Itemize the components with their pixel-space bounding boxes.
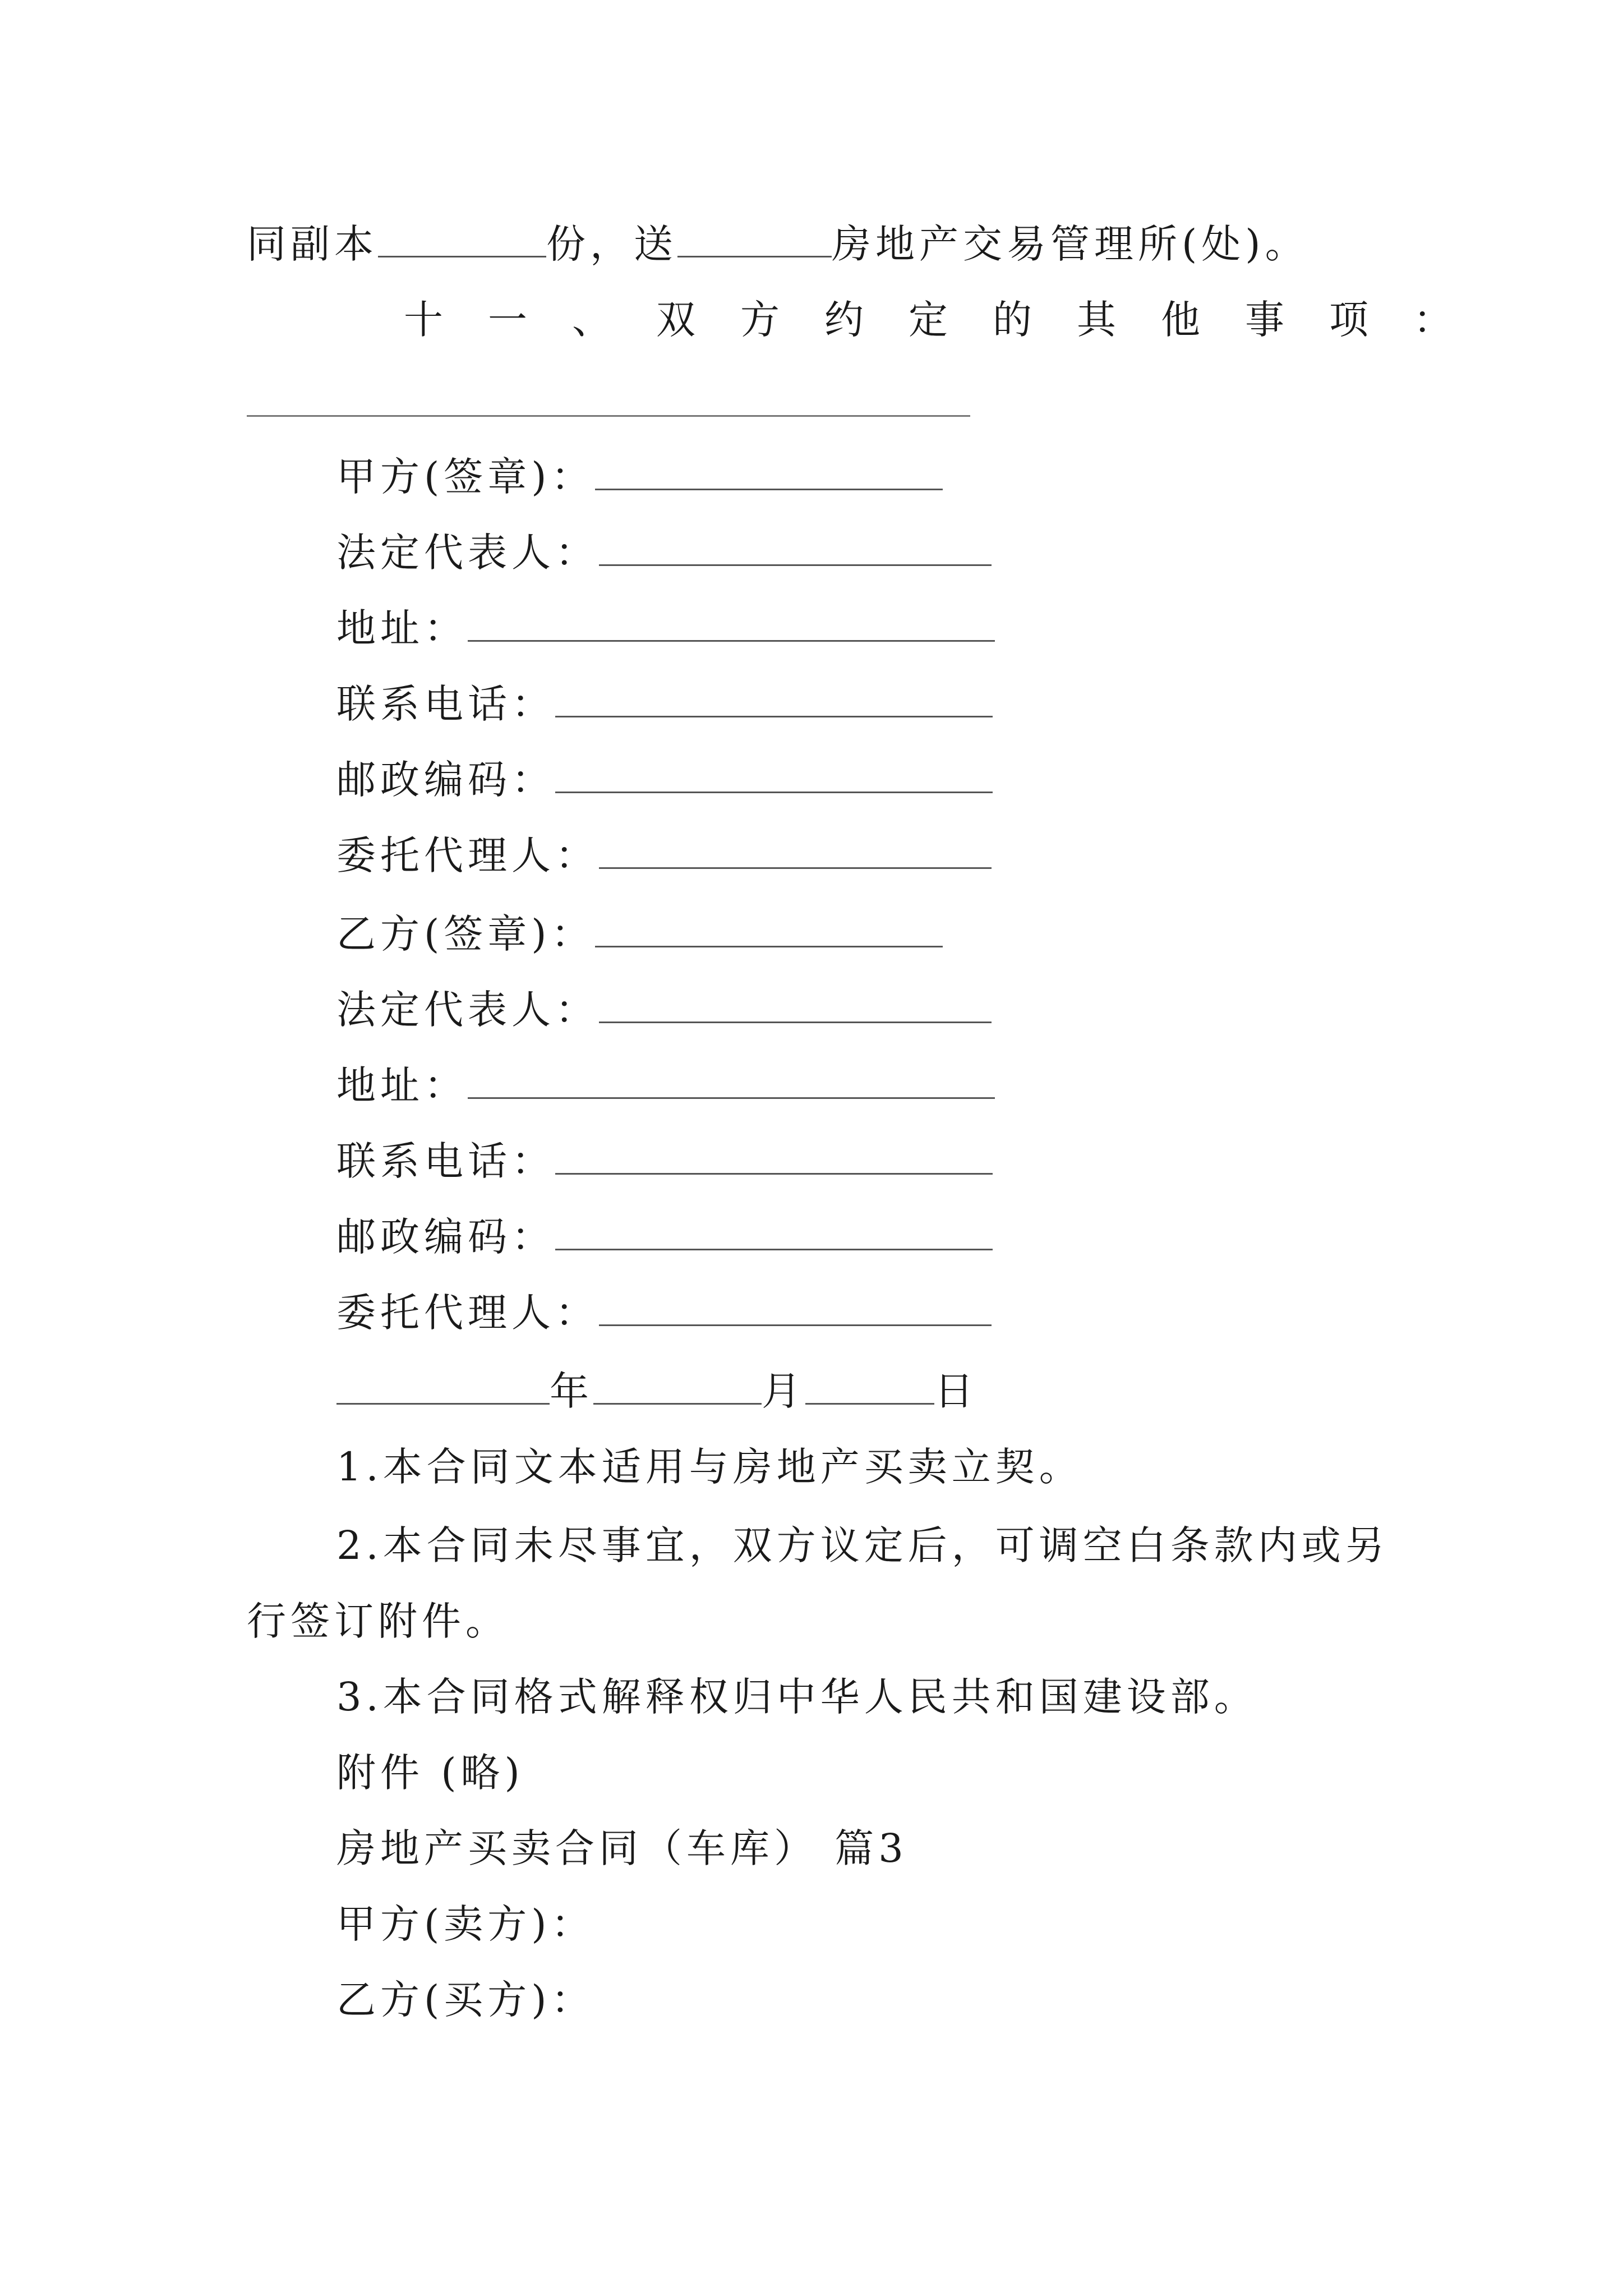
date-month-label: 月 xyxy=(762,1368,805,1414)
party-b-agent-field[interactable] xyxy=(599,1289,992,1326)
party-a-address-row xyxy=(336,600,995,656)
copies-count-blank[interactable] xyxy=(378,220,546,257)
copies-line xyxy=(247,216,1309,272)
note-2-line-1: 2.本合同未尽事宜，双方议定后，可调空白条款内或另 xyxy=(336,1522,1389,1568)
copies-text-3: 房地产交易管理所(处)。 xyxy=(832,221,1309,267)
party-b-postcode-label: 邮政编码： xyxy=(336,1214,555,1260)
party-a-phone-label: 联系电话： xyxy=(336,681,555,727)
date-day-label: 日 xyxy=(934,1368,978,1414)
party-a-agent-label: 委托代理人： xyxy=(336,832,599,878)
date-row xyxy=(336,1363,978,1419)
party-b-address-row xyxy=(336,1057,995,1114)
party-b-legal-rep-label: 法定代表人： xyxy=(336,987,599,1033)
party-a-postcode-row xyxy=(336,752,993,808)
date-year-label: 年 xyxy=(550,1368,593,1414)
seller-line: 甲方(卖方)： xyxy=(336,1901,595,1947)
date-month-field[interactable] xyxy=(593,1367,762,1405)
party-b-legal-rep-row xyxy=(336,982,992,1038)
other-matters-blank[interactable] xyxy=(247,415,970,417)
party-b-postcode-row xyxy=(336,1209,993,1265)
party-b-address-label: 地址： xyxy=(336,1062,468,1108)
buyer-line: 乙方(买方)： xyxy=(336,1977,595,2023)
party-b-sign-row xyxy=(336,906,943,962)
section-11-heading: 十一、双方约定的其他事项： xyxy=(404,297,1497,343)
date-year-field[interactable] xyxy=(336,1367,550,1405)
party-a-postcode-label: 邮政编码： xyxy=(336,757,555,803)
party-a-legal-rep-row xyxy=(336,524,992,581)
party-b-legal-rep-field[interactable] xyxy=(599,986,992,1023)
party-b-agent-row xyxy=(336,1285,992,1341)
party-a-phone-row xyxy=(336,676,993,732)
party-b-agent-label: 委托代理人： xyxy=(336,1290,599,1336)
party-a-agent-field[interactable] xyxy=(599,831,992,869)
party-a-agent-row xyxy=(336,827,992,884)
note-1: 1.本合同文本适用与房地产买卖立契。 xyxy=(336,1444,1083,1490)
party-a-sign-row xyxy=(336,449,943,505)
party-a-sign-label: 甲方(签章)： xyxy=(336,454,595,500)
party-a-legal-rep-label: 法定代表人： xyxy=(336,530,599,576)
party-a-sign-field[interactable] xyxy=(595,453,943,490)
date-day-field[interactable] xyxy=(805,1367,934,1405)
party-b-sign-label: 乙方(签章)： xyxy=(336,911,595,957)
copies-text-1: 同副本 xyxy=(247,221,378,267)
party-b-phone-field[interactable] xyxy=(555,1137,993,1175)
party-b-sign-field[interactable] xyxy=(595,910,943,947)
party-a-address-label: 地址： xyxy=(336,605,468,651)
party-a-phone-field[interactable] xyxy=(555,680,993,717)
party-a-address-field[interactable] xyxy=(468,604,995,642)
registry-name-blank[interactable] xyxy=(677,220,832,257)
attachment-line: 附件 (略) xyxy=(336,1750,524,1796)
party-a-postcode-field[interactable] xyxy=(555,756,993,793)
party-b-address-field[interactable] xyxy=(468,1061,995,1099)
note-3: 3.本合同格式解释权归中华人民共和国建设部。 xyxy=(336,1674,1258,1720)
note-2-line-2: 行签订附件。 xyxy=(247,1598,509,1644)
copies-text-2: 份，送 xyxy=(546,221,677,267)
party-a-legal-rep-field[interactable] xyxy=(599,528,992,566)
next-contract-title: 房地产买卖合同（车库） 篇3 xyxy=(336,1825,908,1871)
party-b-postcode-field[interactable] xyxy=(555,1213,993,1250)
party-b-phone-row xyxy=(336,1133,993,1189)
party-b-phone-label: 联系电话： xyxy=(336,1138,555,1184)
